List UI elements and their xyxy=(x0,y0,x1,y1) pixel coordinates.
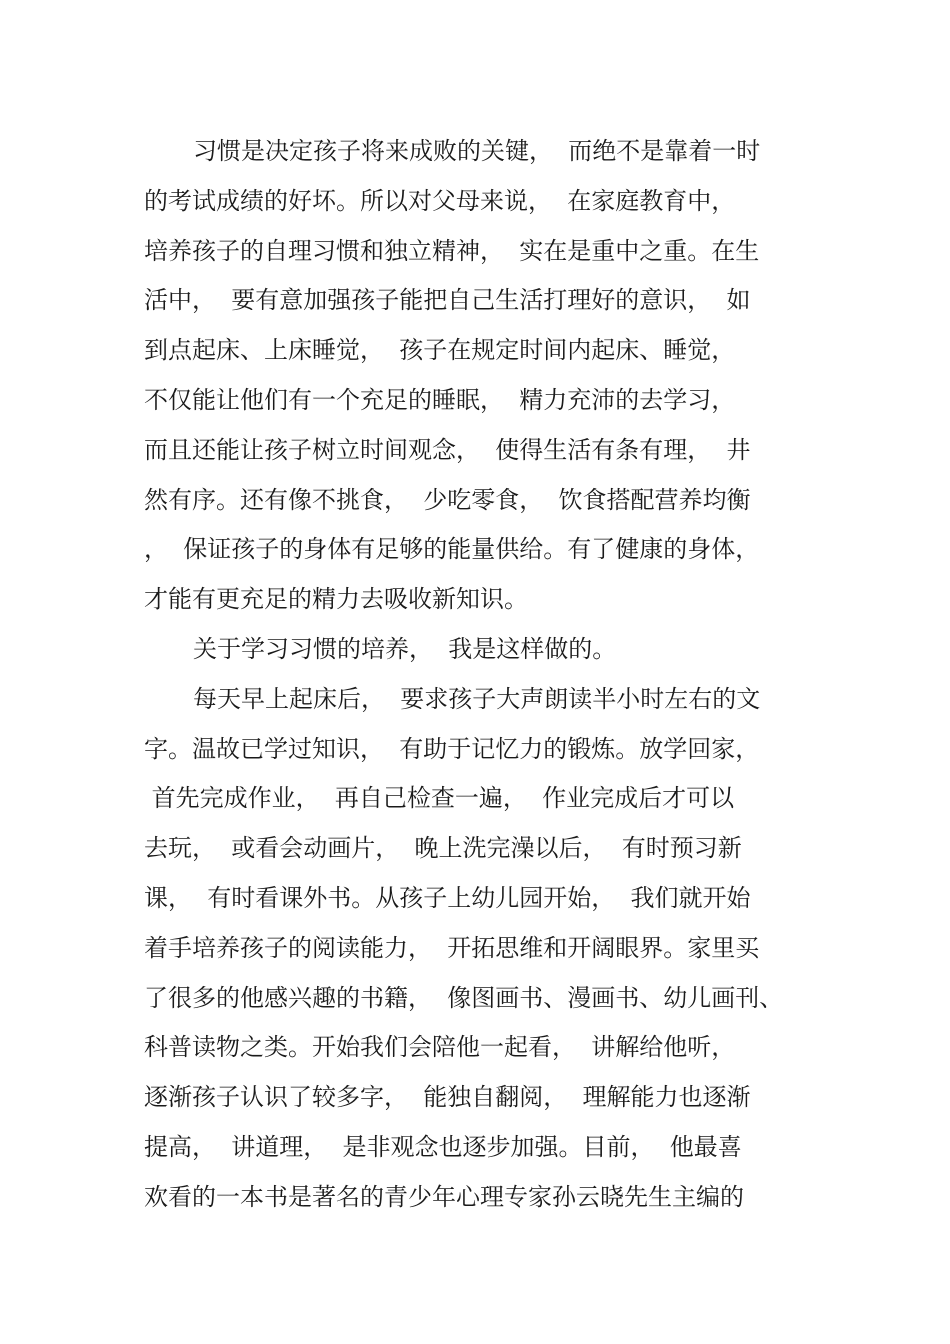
paragraph-line: 关于学习习惯的培养， 我是这样做的。 xyxy=(193,634,617,663)
paragraph-line: 每天早上起床后， 要求孩子大声朗读半小时左右的文 xyxy=(193,684,761,713)
paragraph-line: 培养孩子的自理习惯和独立精神， 实在是重中之重。在生 xyxy=(144,236,760,265)
paragraph-line: 课， 有时看课外书。从孩子上幼儿园开始， 我们就开始 xyxy=(144,883,751,912)
paragraph-line: 着手培养孩子的阅读能力， 开拓思维和开阔眼界。家里买 xyxy=(144,933,760,962)
paragraph-line: 习惯是决定孩子将来成败的关键， 而绝不是靠着一时 xyxy=(193,137,761,165)
paragraph-line: 字。温故已学过知识， 有助于记忆力的锻炼。放学回家， xyxy=(144,734,760,763)
paragraph-line: 了很多的他感兴趣的书籍， 像图画书、漫画书、幼儿画刊、 xyxy=(144,983,784,1012)
paragraph-line: 然有序。还有像不挑食， 少吃零食， 饮食搭配营养均衡 xyxy=(144,485,751,514)
paragraph-line: 欢看的一本书是著名的青少年心理专家孙云晓先生主编的 xyxy=(144,1182,744,1211)
paragraph-line: ， 保证孩子的身体有足够的能量供给。有了健康的身体， xyxy=(144,535,760,564)
paragraph-line: 不仅能让他们有一个充足的睡眠， 精力充沛的去学习， xyxy=(144,385,736,414)
paragraph-line: 而且还能让孩子树立时间观念， 使得生活有条有理， 井 xyxy=(144,435,751,464)
paragraph-line: 的考试成绩的好坏。所以对父母来说， 在家庭教育中， xyxy=(144,186,736,215)
paragraph-line: 逐渐孩子认识了较多字， 能独自翻阅， 理解能力也逐渐 xyxy=(144,1083,751,1112)
paragraph-line: 去玩， 或看会动画片， 晚上洗完澡以后， 有时预习新 xyxy=(144,834,742,863)
paragraph-line: 活中， 要有意加强孩子能把自己生活打理好的意识， 如 xyxy=(144,286,751,315)
body-text xyxy=(144,127,824,1223)
paragraph-line: 才能有更充足的精力去吸收新知识。 xyxy=(144,585,528,614)
paragraph-line: 科普读物之类。开始我们会陪他一起看， 讲解给他听， xyxy=(144,1033,736,1062)
paragraph-line: 提高， 讲道理， 是非观念也逐步加强。目前， 他最喜 xyxy=(144,1132,742,1161)
paragraph-line: 首先完成作业， 再自己检查一遍， 作业完成后才可以 xyxy=(144,784,735,813)
paragraph-line: 到点起床、上床睡觉， 孩子在规定时间内起床、睡觉， xyxy=(144,336,736,365)
